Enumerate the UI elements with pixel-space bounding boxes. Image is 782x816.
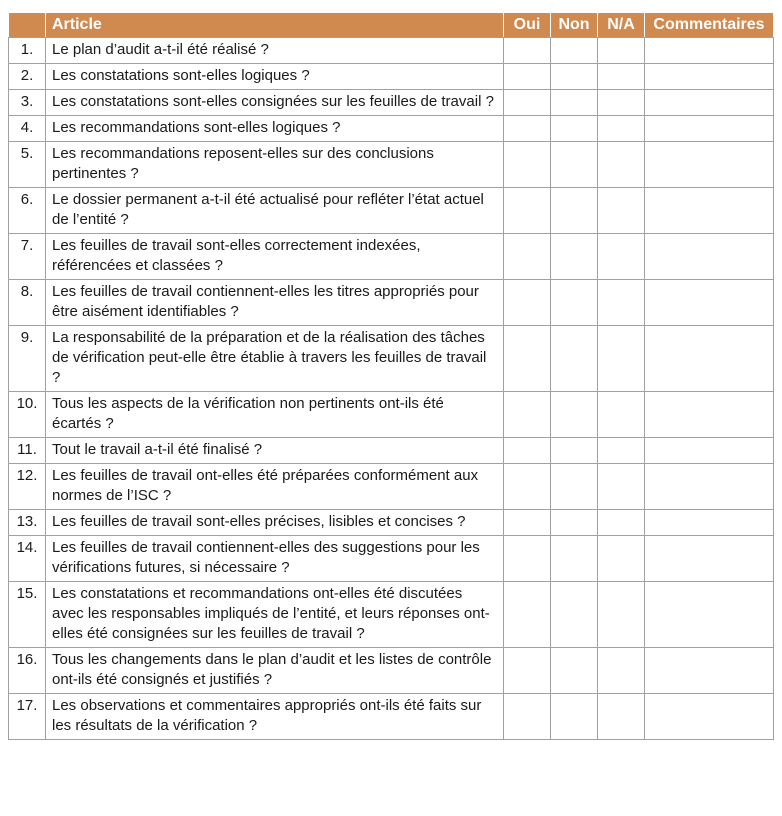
comment-cell[interactable] <box>645 464 774 510</box>
header-na: N/A <box>598 13 645 38</box>
comment-cell[interactable] <box>645 326 774 392</box>
comment-cell[interactable] <box>645 694 774 740</box>
table-row <box>9 188 774 234</box>
comment-cell[interactable] <box>645 90 774 116</box>
row-article: Les feuilles de travail contiennent-elles les titres appropriés pour être aisément identifiables ? <box>46 280 504 326</box>
non-cell[interactable] <box>551 64 598 90</box>
non-cell[interactable] <box>551 116 598 142</box>
non-cell[interactable] <box>551 142 598 188</box>
na-cell[interactable] <box>598 326 645 392</box>
oui-cell[interactable] <box>504 648 551 694</box>
row-article: Le dossier permanent a-t-il été actualisé pour refléter l’état actuel de l’entité ? <box>46 188 504 234</box>
table-row <box>9 326 774 392</box>
na-cell[interactable] <box>598 648 645 694</box>
na-cell[interactable] <box>598 234 645 280</box>
oui-cell[interactable] <box>504 116 551 142</box>
na-cell[interactable] <box>598 38 645 64</box>
table-row <box>9 648 774 694</box>
na-cell[interactable] <box>598 536 645 582</box>
na-cell[interactable] <box>598 438 645 464</box>
row-article: Les observations et commentaires appropriés ont-ils été faits sur les résultats de la vérification ? <box>46 694 504 740</box>
row-article: Les constatations sont-elles logiques ? <box>46 64 504 90</box>
comment-cell[interactable] <box>645 648 774 694</box>
row-article: Les recommandations reposent-elles sur des conclusions pertinentes ? <box>46 142 504 188</box>
row-number: 11. <box>9 438 46 464</box>
row-number: 5. <box>9 142 46 188</box>
comment-cell[interactable] <box>645 142 774 188</box>
row-number: 9. <box>9 326 46 392</box>
row-number: 6. <box>9 188 46 234</box>
row-number: 7. <box>9 234 46 280</box>
audit-checklist-table <box>8 12 774 740</box>
row-article: Les feuilles de travail contiennent-elles des suggestions pour les vérifications futures, si nécessaire ? <box>46 536 504 582</box>
table-row <box>9 116 774 142</box>
oui-cell[interactable] <box>504 38 551 64</box>
row-number: 15. <box>9 582 46 648</box>
table-row <box>9 280 774 326</box>
row-article: La responsabilité de la préparation et de la réalisation des tâches de vérification peut-elle être établie à travers les feuilles de travail ? <box>46 326 504 392</box>
oui-cell[interactable] <box>504 694 551 740</box>
table-row <box>9 438 774 464</box>
row-article: Les feuilles de travail sont-elles précises, lisibles et concises ? <box>46 510 504 536</box>
comment-cell[interactable] <box>645 116 774 142</box>
row-article: Les feuilles de travail sont-elles correctement indexées, référencées et classées ? <box>46 234 504 280</box>
table-row <box>9 536 774 582</box>
table-row <box>9 142 774 188</box>
non-cell[interactable] <box>551 536 598 582</box>
non-cell[interactable] <box>551 648 598 694</box>
na-cell[interactable] <box>598 464 645 510</box>
na-cell[interactable] <box>598 392 645 438</box>
comment-cell[interactable] <box>645 510 774 536</box>
row-number: 17. <box>9 694 46 740</box>
table-row <box>9 464 774 510</box>
row-article: Tous les changements dans le plan d’audit et les listes de contrôle ont-ils été consignés et justifiés ? <box>46 648 504 694</box>
na-cell[interactable] <box>598 64 645 90</box>
non-cell[interactable] <box>551 234 598 280</box>
non-cell[interactable] <box>551 510 598 536</box>
oui-cell[interactable] <box>504 392 551 438</box>
table-row <box>9 694 774 740</box>
table-row <box>9 234 774 280</box>
non-cell[interactable] <box>551 38 598 64</box>
oui-cell[interactable] <box>504 142 551 188</box>
table-row <box>9 582 774 648</box>
table-row <box>9 90 774 116</box>
oui-cell[interactable] <box>504 464 551 510</box>
row-number: 4. <box>9 116 46 142</box>
na-cell[interactable] <box>598 142 645 188</box>
row-number: 14. <box>9 536 46 582</box>
row-number: 2. <box>9 64 46 90</box>
header-number <box>9 13 46 38</box>
row-number: 8. <box>9 280 46 326</box>
row-number: 1. <box>9 38 46 64</box>
row-number: 3. <box>9 90 46 116</box>
row-article: Le plan d’audit a-t-il été réalisé ? <box>46 38 504 64</box>
na-cell[interactable] <box>598 694 645 740</box>
non-cell[interactable] <box>551 326 598 392</box>
non-cell[interactable] <box>551 464 598 510</box>
oui-cell[interactable] <box>504 582 551 648</box>
row-article: Les constatations et recommandations ont-elles été discutées avec les responsables impliqués de l’entité, et leurs réponses ont-elles été consignées sur les feuilles de travail ? <box>46 582 504 648</box>
row-article: Les constatations sont-elles consignées sur les feuilles de travail ? <box>46 90 504 116</box>
table-row <box>9 510 774 536</box>
non-cell[interactable] <box>551 694 598 740</box>
oui-cell[interactable] <box>504 64 551 90</box>
table-row <box>9 392 774 438</box>
comment-cell[interactable] <box>645 280 774 326</box>
oui-cell[interactable] <box>504 90 551 116</box>
non-cell[interactable] <box>551 280 598 326</box>
comment-cell[interactable] <box>645 234 774 280</box>
oui-cell[interactable] <box>504 234 551 280</box>
header-non: Non <box>551 13 598 38</box>
non-cell[interactable] <box>551 392 598 438</box>
na-cell[interactable] <box>598 510 645 536</box>
header-row <box>9 13 774 38</box>
row-article: Les recommandations sont-elles logiques ? <box>46 116 504 142</box>
oui-cell[interactable] <box>504 536 551 582</box>
header-oui: Oui <box>504 13 551 38</box>
non-cell[interactable] <box>551 188 598 234</box>
header-article: Article <box>46 13 504 38</box>
comment-cell[interactable] <box>645 392 774 438</box>
oui-cell[interactable] <box>504 326 551 392</box>
oui-cell[interactable] <box>504 280 551 326</box>
na-cell[interactable] <box>598 188 645 234</box>
comment-cell[interactable] <box>645 582 774 648</box>
table-row <box>9 64 774 90</box>
na-cell[interactable] <box>598 116 645 142</box>
comment-cell[interactable] <box>645 438 774 464</box>
row-number: 12. <box>9 464 46 510</box>
header-commentaires: Commentaires <box>645 13 774 38</box>
row-article: Tous les aspects de la vérification non pertinents ont-ils été écartés ? <box>46 392 504 438</box>
row-number: 16. <box>9 648 46 694</box>
row-article: Les feuilles de travail ont-elles été préparées conformément aux normes de l’ISC ? <box>46 464 504 510</box>
table-row <box>9 38 774 64</box>
oui-cell[interactable] <box>504 510 551 536</box>
checklist-container <box>8 12 774 740</box>
oui-cell[interactable] <box>504 188 551 234</box>
row-number: 10. <box>9 392 46 438</box>
row-number: 13. <box>9 510 46 536</box>
comment-cell[interactable] <box>645 64 774 90</box>
non-cell[interactable] <box>551 90 598 116</box>
na-cell[interactable] <box>598 582 645 648</box>
na-cell[interactable] <box>598 280 645 326</box>
oui-cell[interactable] <box>504 438 551 464</box>
non-cell[interactable] <box>551 582 598 648</box>
comment-cell[interactable] <box>645 188 774 234</box>
row-article: Tout le travail a-t-il été finalisé ? <box>46 438 504 464</box>
comment-cell[interactable] <box>645 536 774 582</box>
na-cell[interactable] <box>598 90 645 116</box>
non-cell[interactable] <box>551 438 598 464</box>
comment-cell[interactable] <box>645 38 774 64</box>
